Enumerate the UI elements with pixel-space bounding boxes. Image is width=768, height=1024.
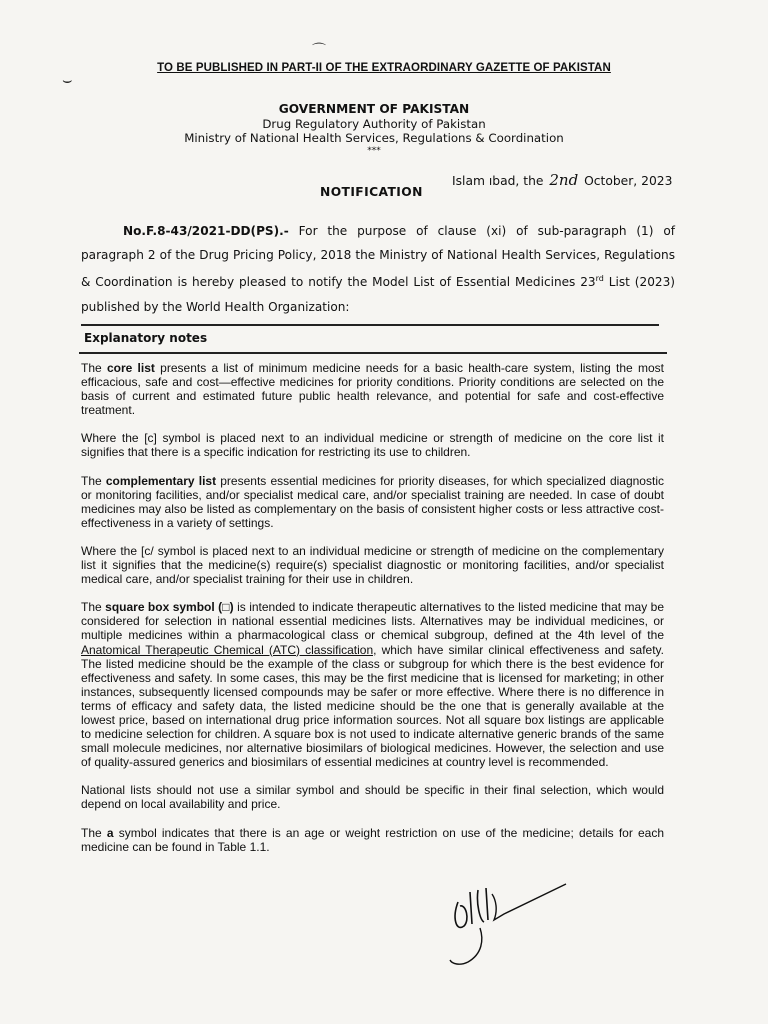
signature-icon [440, 880, 580, 970]
notification-title: NOTIFICATION [320, 185, 423, 199]
square-box-paragraph [81, 600, 664, 769]
complementary-list-text: presents essential medicines for priority diseases, for which specialized diagnostic or monitoring facilities, and/or specialist medical care, and/or specialist training are needed. In case of doubt medicines may also be listed as complementary on the basis of consistent higher costs or less attractive cost-effectiveness in a variety of settings. [81, 473, 664, 530]
reference-number: No.F.8-43/2021-DD(PS).- [123, 224, 289, 238]
intro-text-a: For the purpose of clause (xi) of sub-paragraph (1) of paragraph 2 of the Drug Pricing Policy, 2018 the Ministry of National Health Services, Regulations & Coordination is hereby pleased to notify the Model List of Essential Medicines 23 [81, 224, 675, 290]
date-suffix: October, 2023 [584, 174, 673, 188]
c-symbol-paragraph: Where the [c] symbol is placed next to an individual medicine or strength of medicine on the core list it signifies that there is a specific indication for restricting its use to children. [81, 431, 664, 460]
sq-pre: The [81, 600, 102, 615]
scan-mark-left: ⌣ [62, 70, 73, 89]
date-prefix: Islam ıbad, the [452, 174, 544, 188]
divider-bottom [79, 352, 667, 354]
a-symbol-term: a [106, 825, 114, 840]
complementary-list-term: complementary list [105, 473, 217, 488]
divider-top [81, 324, 659, 326]
square-box-text-2: which have similar clinical effectiveness and safety. The listed medicine should be the example of the class or subgroup for which there is the best evidence for effectiveness and safety. In some cases, this may be the first medicine that is licensed for marketing; in other instances, subsequently licensed compounds may be safer or more effective. Where there is no difference in terms of efficacy and safety data, the listed medicine should be the one that is generally available at the lowest price, based on international drug price information sources. Not all square box listings are applicable to medicine selection for children. A square box is not used to indicate alternative generic brands of the same small molecule medicines, nor alternative biosimilars of biological medicines. However, the selection and use of quality-assured generics and biosimilars of essential medicines at country level is recommended. [81, 642, 665, 770]
notification-date [452, 171, 672, 189]
square-box-text-1: is intended to indicate therapeutic alternatives to the listed medicine that may be considered for selection in national essential medicines lists. Alternatives may be individual medicines, or multiple medicines within a pharmacological class or chemical subgroup, defined at the 4th level of the [81, 600, 664, 643]
intro-ordinal: rd [595, 274, 604, 284]
letterhead [0, 102, 748, 156]
core-pre: The [81, 361, 102, 375]
scan-mark-top: ⌒ [312, 43, 326, 59]
core-list-paragraph [81, 361, 664, 417]
header-stars: *** [367, 145, 381, 156]
national-lists-paragraph: National lists should not use a similar symbol and should be specific in their final selection, which would depend on local availability and price. [81, 783, 664, 812]
complementary-list-paragraph [81, 474, 664, 530]
authority-name: Drug Regulatory Authority of Pakistan [262, 116, 486, 131]
comp-pre: The [81, 473, 102, 488]
a-pre: The [81, 825, 102, 840]
core-list-term: core list [106, 361, 155, 375]
c-complementary-paragraph: Where the [c/ symbol is placed next to an individual medicine or strength of medicine on the complementary list it signifies that the medicine(s) require(s) specialist diagnostic or monitoring facilities, and/or specialist medical care, and/or specialist training for their use in children. [81, 543, 664, 587]
intro-paragraph [81, 219, 675, 319]
ministry-name: Ministry of National Health Services, Regulations & Coordination [184, 131, 564, 145]
date-day-handwritten: 2nd [549, 171, 579, 189]
gazette-publication-line: TO BE PUBLISHED IN PART-II OF THE EXTRAORDINARY GAZETTE OF PAKISTAN [157, 62, 611, 74]
explanatory-notes-heading: Explanatory notes [84, 331, 208, 345]
atc-classification-link[interactable]: Anatomical Therapeutic Chemical (ATC) classification, [81, 642, 377, 657]
a-symbol-paragraph [81, 826, 664, 854]
explanatory-notes-body [81, 361, 664, 868]
square-box-term: square box symbol (□) [105, 600, 234, 615]
government-title: GOVERNMENT OF PAKISTAN [278, 102, 470, 116]
a-symbol-text: symbol indicates that there is an age or weight restriction on use of the medicine; details for each medicine can be found in Table 1.1. [81, 825, 665, 854]
core-list-text: presents a list of minimum medicine needs for a basic health-care system, listing the most efficacious, safe and cost—effective medicines for priority conditions. Priority conditions are selected on the basis of current and estimated future public health relevance, and potential for safe and cost-effective treatment. [81, 361, 664, 418]
intro-text-b: List (2023) published by the World Health Organization: [81, 275, 676, 314]
